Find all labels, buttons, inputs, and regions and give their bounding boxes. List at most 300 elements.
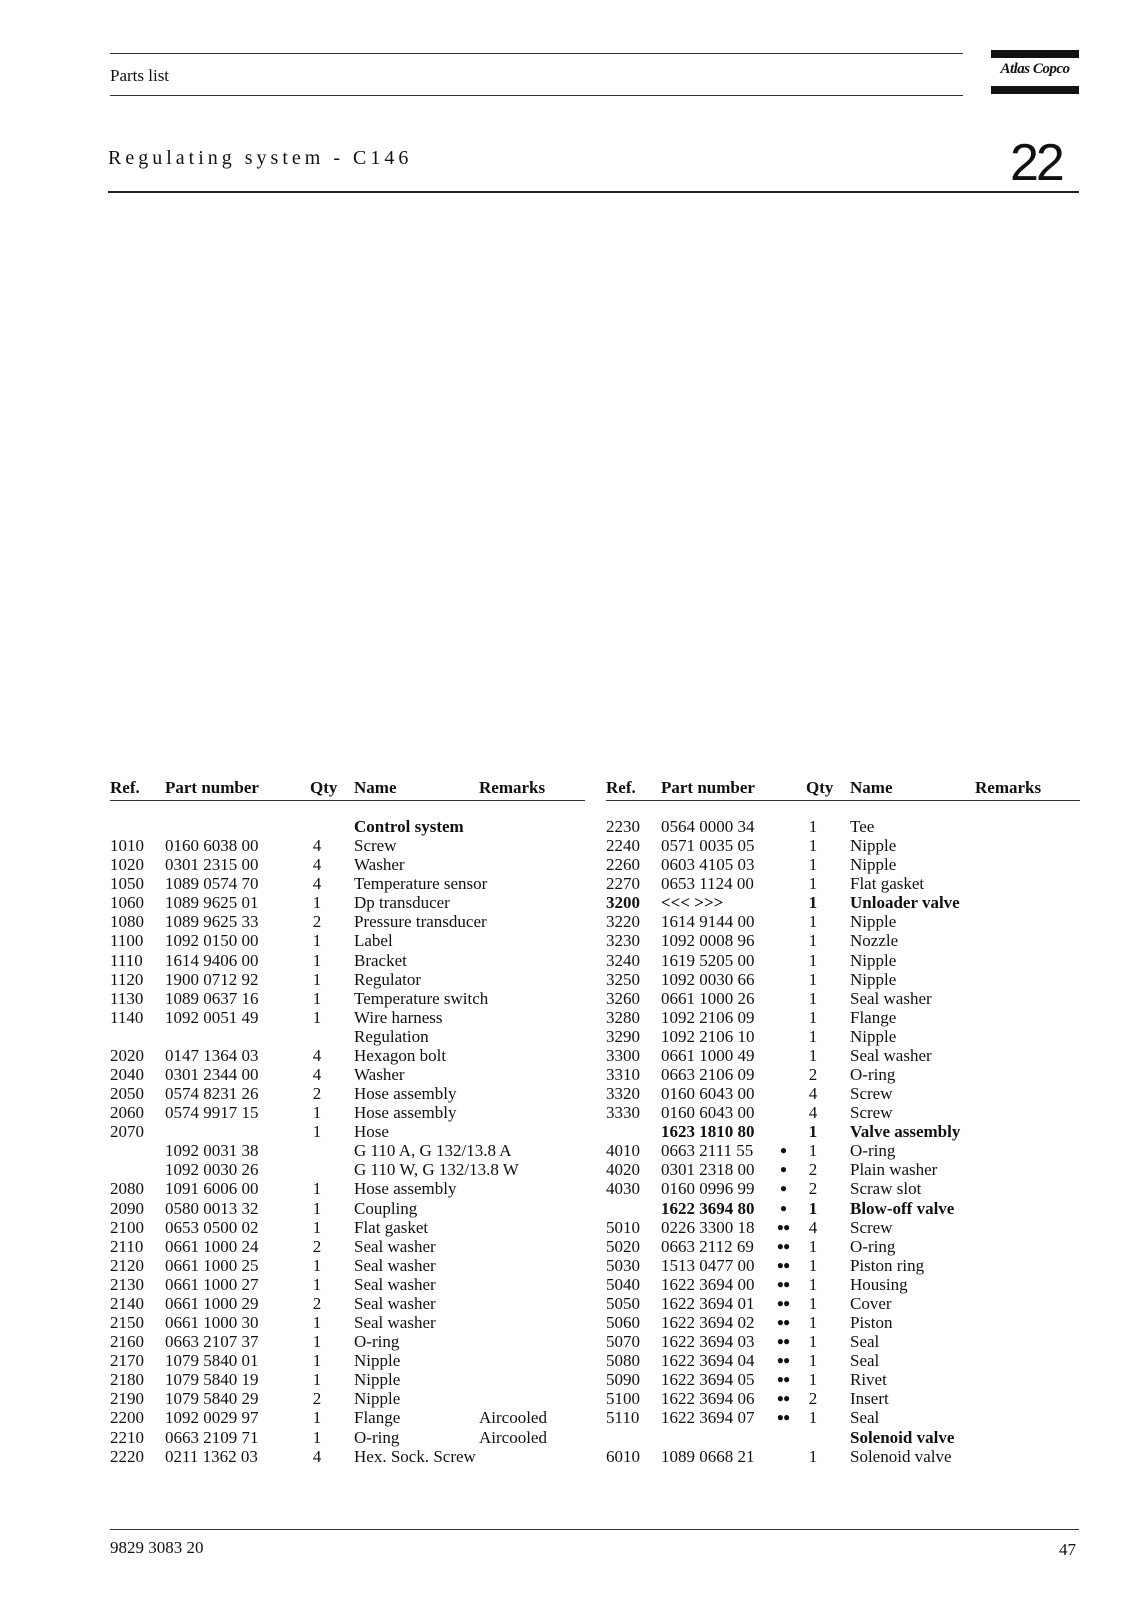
section-number: 22 [1010,134,1062,192]
row-partnumber: 0301 2344 00 [165,1065,259,1085]
row-ref: 5060 [606,1313,640,1333]
col-header-ref: Ref. [110,778,140,797]
row-partnumber: 0653 1124 00 [661,874,754,894]
table-row [606,989,1080,1008]
row-qty: 1 [312,1427,322,1447]
col-header-name: Name [850,778,893,797]
table-row [110,1141,585,1160]
row-qty: 1 [312,1274,322,1294]
row-marker: ●● [776,1238,790,1253]
col-header-remarks: Remarks [975,778,1042,797]
row-name: Screw [850,1084,893,1104]
table-row [110,1122,585,1141]
table-row [606,1046,1080,1065]
table-row [110,1237,585,1256]
table-row [606,1008,1080,1027]
row-name: Hose assembly [354,1084,457,1104]
row-remarks: Aircooled [479,1408,547,1428]
row-marker: ●● [776,1410,790,1425]
row-ref: 2090 [110,1198,144,1218]
table-row [606,912,1080,931]
row-ref: 6010 [606,1446,640,1466]
row-qty: 1 [808,1446,818,1466]
row-remarks: Aircooled [479,1427,547,1447]
row-marker: ●● [776,1219,790,1234]
table-row [110,817,585,836]
table-header [606,778,1080,801]
row-ref: 3310 [606,1065,640,1085]
table-row [110,1103,585,1122]
row-name: Blow-off valve [850,1198,955,1218]
row-partnumber: 1622 3694 01 [661,1293,755,1313]
table-row [606,1199,1080,1218]
header-label: Parts list [110,66,170,85]
table-row [606,1428,1080,1447]
table-row [110,951,585,970]
row-ref: 5020 [606,1236,640,1256]
row-ref: 2150 [110,1313,144,1333]
row-marker: ●● [776,1257,790,1272]
row-qty: 2 [312,1389,322,1409]
row-name: Nipple [354,1370,401,1390]
table-row [606,1256,1080,1275]
row-ref: 5050 [606,1293,640,1313]
row-name: Piston [850,1313,893,1333]
row-partnumber: 0226 3300 18 [661,1217,755,1237]
row-name: Seal washer [354,1293,436,1313]
row-name: Solenoid valve [850,1446,952,1466]
row-ref: 1080 [110,912,144,932]
row-qty: 1 [808,931,818,951]
row-partnumber: 1513 0477 00 [661,1255,755,1275]
row-name: Seal [850,1408,880,1428]
table-row [606,1294,1080,1313]
row-name: Flange [850,1007,897,1027]
table-row [606,1103,1080,1122]
row-name: Nozzle [850,931,899,951]
row-qty: 1 [808,1141,818,1161]
row-qty: 1 [312,1408,322,1428]
row-ref: 2080 [110,1179,144,1199]
row-name: Flat gasket [850,874,925,894]
row-name: Unloader valve [850,893,960,913]
table-row [606,893,1080,912]
row-name: Tee [850,817,875,836]
row-partnumber: 1089 9625 33 [165,912,259,932]
row-ref: 1130 [110,988,144,1008]
row-ref: 3250 [606,969,640,989]
table-row [606,1084,1080,1103]
row-partnumber: 1092 0051 49 [165,1007,259,1027]
table-row [606,1122,1080,1141]
title-rule [108,191,1079,193]
row-ref: 4010 [606,1141,640,1161]
row-name: Valve assembly [850,1122,961,1142]
row-qty: 1 [808,893,818,913]
row-name: O-ring [354,1332,400,1352]
row-name: Seal washer [850,988,932,1008]
row-ref: 4020 [606,1160,640,1180]
row-name: Seal washer [354,1255,436,1275]
row-name: Nipple [850,836,897,856]
row-qty: 1 [808,1007,818,1027]
row-ref: 3290 [606,1026,640,1046]
row-partnumber: 1622 3694 04 [661,1351,755,1371]
row-partnumber: 1622 3694 05 [661,1370,755,1390]
row-qty: 4 [312,836,322,856]
row-qty: 1 [312,1007,322,1027]
row-partnumber: 1622 3694 02 [661,1313,755,1333]
row-partnumber: 0603 4105 03 [661,855,755,875]
row-partnumber: 0160 6038 00 [165,836,259,856]
row-partnumber: 1079 5840 01 [165,1351,259,1371]
row-qty: 4 [312,1045,322,1065]
row-partnumber: 1622 3694 00 [661,1274,755,1294]
row-ref: 2070 [110,1122,144,1142]
row-ref: 1120 [110,969,144,989]
table-row [606,817,1080,836]
col-header-qty: Qty [806,778,834,797]
row-marker: ●● [776,1276,790,1291]
row-name: Nipple [850,969,897,989]
row-partnumber: 1092 2106 09 [661,1007,755,1027]
row-ref: 2270 [606,874,640,894]
row-partnumber: 0564 0000 34 [661,817,755,836]
row-ref: 2190 [110,1389,144,1409]
row-qty: 2 [808,1179,818,1199]
table-row [606,1218,1080,1237]
row-qty: 1 [312,1351,322,1371]
row-partnumber: 1091 6006 00 [165,1179,259,1199]
row-ref: 1110 [110,950,143,970]
row-partnumber: 0301 2315 00 [165,855,259,875]
row-partnumber: 0663 2111 55 [661,1141,754,1161]
row-qty: 2 [312,912,322,932]
row-qty: 1 [312,931,322,951]
row-ref: 2040 [110,1065,144,1085]
row-ref: 2200 [110,1408,144,1428]
row-qty: 2 [312,1236,322,1256]
row-name: Flat gasket [354,1217,429,1237]
row-qty: 1 [312,893,322,913]
row-ref: 2170 [110,1351,144,1371]
row-partnumber: 0301 2318 00 [661,1160,755,1180]
row-partnumber: 1622 3694 06 [661,1389,755,1409]
row-marker: ●● [776,1295,790,1310]
logo-bar-top [991,50,1079,58]
row-ref: 3330 [606,1103,640,1123]
row-ref: 3240 [606,950,640,970]
row-name: Screw [850,1217,893,1237]
row-qty: 4 [312,1446,322,1466]
row-name: Nipple [354,1351,401,1371]
table-body [110,817,585,1466]
row-qty: 1 [808,1255,818,1275]
row-partnumber: 1079 5840 19 [165,1370,259,1390]
row-qty: 1 [808,1236,818,1256]
row-ref: 2240 [606,836,640,856]
row-ref: 5100 [606,1389,640,1409]
header-rule-top [110,53,963,54]
row-partnumber: 1089 0668 21 [661,1446,755,1466]
row-qty: 1 [808,1351,818,1371]
row-qty: 1 [808,988,818,1008]
row-qty: 1 [312,988,322,1008]
table-row [606,874,1080,893]
row-ref: 5110 [606,1408,640,1428]
row-partnumber: 0661 1000 27 [165,1274,259,1294]
table-row [110,989,585,1008]
row-ref: 1050 [110,874,144,894]
row-partnumber: 0663 2109 71 [165,1427,259,1447]
footer-rule [110,1529,1079,1530]
table-row [606,1389,1080,1408]
row-qty: 1 [808,1198,818,1218]
row-partnumber: 0160 6043 00 [661,1103,755,1123]
row-ref: 3230 [606,931,640,951]
row-name: G 110 W, G 132/13.8 W [354,1160,519,1180]
row-name: Hose assembly [354,1179,457,1199]
row-qty: 1 [312,1103,322,1123]
row-partnumber: 1089 0637 16 [165,988,259,1008]
row-qty: 1 [808,950,818,970]
row-name: Washer [354,855,405,875]
row-ref: 2050 [110,1084,144,1104]
row-ref: 3200 [606,893,640,913]
table-row [606,1447,1080,1466]
row-qty: 1 [312,1332,322,1352]
table-header [110,778,585,801]
table-row [110,1370,585,1389]
row-ref: 3260 [606,988,640,1008]
row-name: Temperature switch [354,988,489,1008]
row-name: Scraw slot [850,1179,922,1199]
row-qty: 1 [808,1370,818,1390]
row-partnumber: 1092 0150 00 [165,931,259,951]
row-name: Nipple [850,855,897,875]
logo-text: Atlas Copco [1000,61,1070,77]
table-row [606,1408,1080,1427]
row-name: Control system [354,817,464,836]
table-row [606,1141,1080,1160]
row-partnumber: 0661 1000 30 [165,1313,259,1333]
row-name: Seal [850,1332,880,1352]
row-name: Seal washer [850,1045,932,1065]
row-name: O-ring [850,1236,896,1256]
row-partnumber: 1092 0030 66 [661,969,755,989]
table-row [110,1389,585,1408]
table-row [606,855,1080,874]
atlas-copco-logo [991,50,1079,94]
row-partnumber: 1622 3694 80 [661,1198,755,1218]
row-qty: 1 [808,855,818,875]
row-ref: 1100 [110,931,144,951]
row-ref: 5030 [606,1255,640,1275]
row-marker: ●● [776,1315,790,1330]
table-row [110,1065,585,1084]
row-name: Seal washer [354,1313,436,1333]
table-row [110,1199,585,1218]
row-partnumber: 0663 2107 37 [165,1332,259,1352]
row-name: Bracket [354,950,407,970]
row-name: Nipple [850,1026,897,1046]
row-name: Washer [354,1065,405,1085]
row-ref: 1060 [110,893,144,913]
row-ref: 3220 [606,912,640,932]
header-rule-bottom [110,95,963,96]
table-row [606,1065,1080,1084]
row-qty: 4 [312,874,322,894]
row-ref: 1020 [110,855,144,875]
row-qty: 1 [312,950,322,970]
row-partnumber: 0661 1000 25 [165,1255,259,1275]
table-row [606,931,1080,950]
row-qty: 4 [808,1103,818,1123]
row-ref: 2210 [110,1427,144,1447]
table-row [110,1332,585,1351]
row-marker: ●● [776,1353,790,1368]
row-name: Pressure transducer [354,912,487,932]
row-name: Hose [354,1122,389,1142]
document-number: 9829 3083 20 [110,1538,204,1557]
row-marker: ●● [776,1391,790,1406]
row-ref: 2230 [606,817,640,836]
row-qty: 1 [312,1179,322,1199]
table-row [606,1160,1080,1179]
row-name: Hose assembly [354,1103,457,1123]
table-row [110,1313,585,1332]
row-partnumber: 0661 1000 26 [661,988,755,1008]
row-ref: 5010 [606,1217,640,1237]
table-row [606,1179,1080,1198]
row-qty: 2 [312,1084,322,1104]
row-name: Seal [850,1351,880,1371]
table-row [110,1027,585,1046]
row-qty: 1 [808,817,818,836]
row-qty: 1 [808,1313,818,1333]
row-name: Wire harness [354,1007,443,1027]
row-partnumber: 0580 0013 32 [165,1198,259,1218]
row-partnumber: 1079 5840 29 [165,1389,259,1409]
row-qty: 1 [312,1122,322,1142]
table-row [110,1408,585,1427]
table-row [606,1351,1080,1370]
row-qty: 4 [808,1084,818,1104]
table-row [606,1313,1080,1332]
row-partnumber: 0211 1362 03 [165,1446,258,1466]
row-partnumber: 1092 0030 26 [165,1160,259,1180]
row-name: Screw [850,1103,893,1123]
row-qty: 4 [808,1217,818,1237]
row-name: Label [354,931,393,951]
row-name: Nipple [354,1389,401,1409]
row-qty: 4 [312,855,322,875]
row-name: Cover [850,1293,892,1313]
table-row [110,1294,585,1313]
row-partnumber: 1619 5205 00 [661,950,755,970]
row-name: Solenoid valve [850,1427,955,1447]
row-ref: 2110 [110,1236,144,1256]
row-qty: 1 [808,912,818,932]
row-partnumber: 0574 8231 26 [165,1084,259,1104]
table-row [606,1027,1080,1046]
table-row [110,1084,585,1103]
row-ref: 5080 [606,1351,640,1371]
row-qty: 1 [312,1370,322,1390]
table-row [110,1256,585,1275]
row-qty: 1 [808,969,818,989]
row-partnumber: 0147 1364 03 [165,1045,259,1065]
row-name: Hexagon bolt [354,1045,447,1065]
table-row [110,1046,585,1065]
row-ref: 2020 [110,1045,144,1065]
table-body [606,817,1080,1466]
table-row [110,855,585,874]
section-title: Regulating system - C146 [108,147,413,169]
table-row [110,1008,585,1027]
row-qty: 1 [808,836,818,856]
row-ref: 2140 [110,1293,144,1313]
row-ref: 5070 [606,1332,640,1352]
row-partnumber: 0160 0996 99 [661,1179,755,1199]
row-qty: 1 [312,1217,322,1237]
row-name: O-ring [850,1065,896,1085]
row-name: Nipple [850,912,897,932]
row-partnumber: 0571 0035 05 [661,836,755,856]
row-partnumber: 1092 0031 38 [165,1141,259,1161]
table-row [606,1237,1080,1256]
row-marker: ● [779,1162,787,1177]
row-ref: 5040 [606,1274,640,1294]
table-row [110,912,585,931]
logo-bar-bottom [991,86,1079,94]
row-name: Temperature sensor [354,874,488,894]
col-header-partnumber: Part number [661,778,755,797]
row-name: G 110 A, G 132/13.8 A [354,1141,512,1161]
row-partnumber: 1622 3694 03 [661,1332,755,1352]
table-row [110,1218,585,1237]
row-ref: 2160 [110,1332,144,1352]
row-qty: 2 [808,1389,818,1409]
row-partnumber: 0574 9917 15 [165,1103,259,1123]
row-ref: 1140 [110,1007,144,1027]
row-name: Hex. Sock. Screw [354,1446,476,1466]
table-row [110,893,585,912]
row-name: Seal washer [354,1236,436,1256]
row-partnumber: 1900 0712 92 [165,969,259,989]
row-marker: ● [779,1200,787,1215]
table-row [110,1351,585,1370]
row-qty: 1 [808,1122,818,1142]
row-partnumber: 0653 0500 02 [165,1217,259,1237]
row-qty: 2 [312,1293,322,1313]
row-name: Screw [354,836,397,856]
table-row [606,1332,1080,1351]
row-partnumber: 1089 0574 70 [165,874,259,894]
row-qty: 1 [312,1198,322,1218]
row-partnumber: 1623 1810 80 [661,1122,755,1142]
col-header-name: Name [354,778,397,797]
row-name: O-ring [354,1427,400,1447]
row-name: Rivet [850,1370,887,1390]
row-name: Nipple [850,950,897,970]
row-partnumber: 0663 2106 09 [661,1065,755,1085]
row-partnumber: 0661 1000 24 [165,1236,259,1256]
row-partnumber: 0663 2112 69 [661,1236,754,1256]
row-marker: ●● [776,1334,790,1349]
row-partnumber: 1614 9406 00 [165,950,259,970]
row-qty: 1 [312,1313,322,1333]
